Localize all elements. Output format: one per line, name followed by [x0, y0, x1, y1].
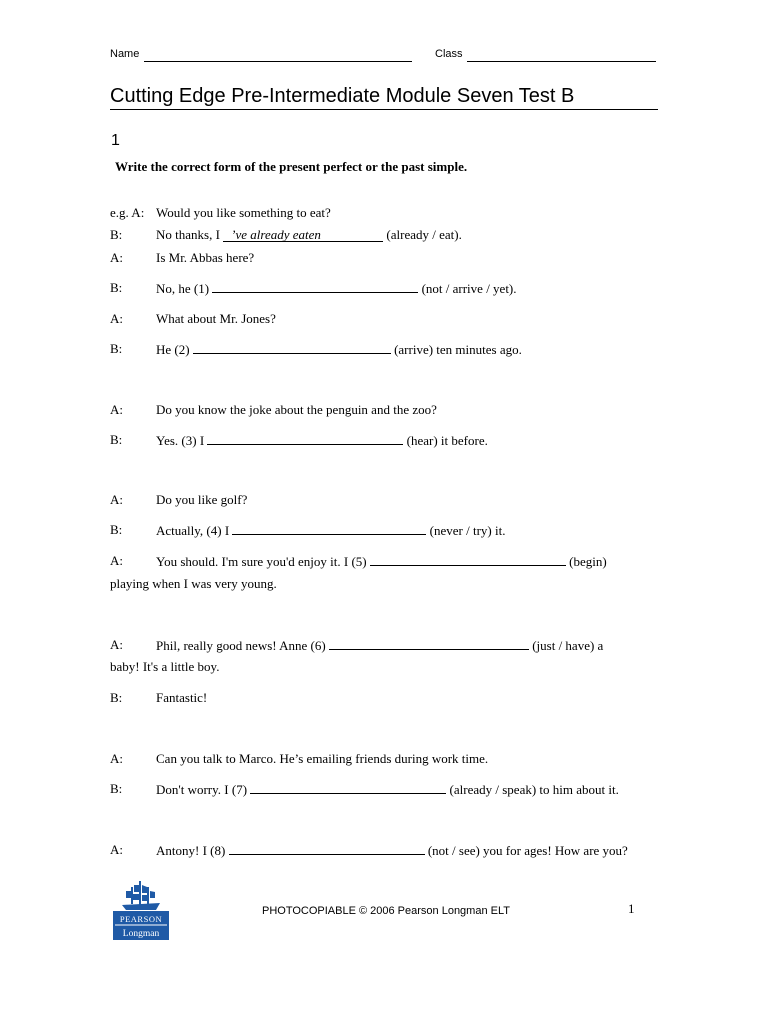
line-text: Fantastic!	[156, 690, 208, 705]
ship-icon	[112, 879, 170, 941]
speaker-label: A:	[110, 553, 123, 568]
speaker-label: A:	[110, 250, 123, 265]
verb-hint: (already / eat).	[386, 227, 462, 242]
line-text: Yes. (3) I	[156, 433, 205, 448]
speaker-label: A:	[110, 842, 123, 857]
answer-blank-8[interactable]	[229, 842, 425, 855]
line-text: Is Mr. Abbas here?	[156, 250, 255, 265]
speaker-label: B:	[110, 341, 123, 356]
verb-hint: (not / see) you for ages! How are you?	[427, 843, 628, 858]
speaker-label: B:	[110, 227, 123, 242]
speaker-label: A:	[110, 637, 123, 652]
name-label: Name	[110, 48, 140, 60]
line-text: Do you like golf?	[156, 492, 248, 507]
logo-text-top: PEARSON	[119, 914, 163, 924]
pearson-longman-logo	[112, 879, 170, 941]
speaker-label: e.g. A:	[110, 205, 145, 220]
line-text: No, he (1)	[156, 281, 210, 296]
line-text: You should. I'm sure you'd enjoy it. I (5)	[156, 554, 367, 569]
speaker-label: A:	[110, 751, 123, 766]
speaker-label: B:	[110, 690, 123, 705]
answer-blank-7[interactable]	[250, 781, 446, 794]
speaker-label: B:	[110, 522, 123, 537]
verb-hint: (never / try) it.	[429, 523, 506, 538]
answer-blank-1[interactable]	[212, 280, 418, 293]
answer-blank-6[interactable]	[329, 637, 529, 650]
speaker-label: B:	[110, 432, 123, 447]
line-continuation: playing when I was very young.	[110, 576, 277, 591]
example-answer: ’ve already eaten	[223, 228, 383, 242]
verb-hint: (hear) it before.	[406, 433, 488, 448]
page-number: 1	[628, 901, 635, 916]
verb-hint: (arrive) ten minutes ago.	[394, 342, 522, 357]
line-text: He (2)	[156, 342, 190, 357]
line-text: Phil, really good news! Anne (6)	[156, 638, 326, 653]
line-text: Would you like something to eat?	[156, 205, 331, 220]
name-field-line[interactable]	[144, 61, 412, 62]
speaker-label: A:	[110, 402, 123, 417]
speaker-label: A:	[110, 492, 123, 507]
answer-blank-2[interactable]	[193, 341, 391, 354]
speaker-label: A:	[110, 311, 123, 326]
line-text: Don't worry. I (7)	[156, 782, 248, 797]
verb-hint: (not / arrive / yet).	[421, 281, 517, 296]
line-text: What about Mr. Jones?	[156, 311, 276, 326]
header-row	[110, 48, 656, 66]
answer-blank-3[interactable]	[207, 432, 403, 445]
page-title: Cutting Edge Pre-Intermediate Module Seven Test B	[110, 84, 658, 110]
line-text: Actually, (4) I	[156, 523, 230, 538]
verb-hint: (already / speak) to him about it.	[449, 782, 619, 797]
line-text: Do you know the joke about the penguin and the zoo?	[156, 402, 437, 417]
verb-hint: (just / have) a	[532, 638, 604, 653]
line-text: No thanks, I	[156, 227, 220, 242]
verb-hint: (begin)	[569, 554, 607, 569]
line-text: Can you talk to Marco. He’s emailing friends during work time.	[156, 751, 489, 766]
answer-blank-5[interactable]	[370, 553, 566, 566]
footer-copyright: PHOTOCOPIABLE © 2006 Pearson Longman ELT	[262, 905, 510, 917]
speaker-label: B:	[110, 280, 123, 295]
class-label: Class	[435, 48, 463, 60]
instructions: Write the correct form of the present perfect or the past simple.	[115, 159, 468, 174]
speaker-label: B:	[110, 781, 123, 796]
class-field-line[interactable]	[467, 61, 656, 62]
answer-blank-4[interactable]	[232, 522, 426, 535]
logo-text-bottom: Longman	[122, 929, 160, 939]
section-number: 1	[111, 132, 120, 149]
line-continuation: baby! It's a little boy.	[110, 659, 220, 674]
line-text: Antony! I (8)	[156, 843, 226, 858]
